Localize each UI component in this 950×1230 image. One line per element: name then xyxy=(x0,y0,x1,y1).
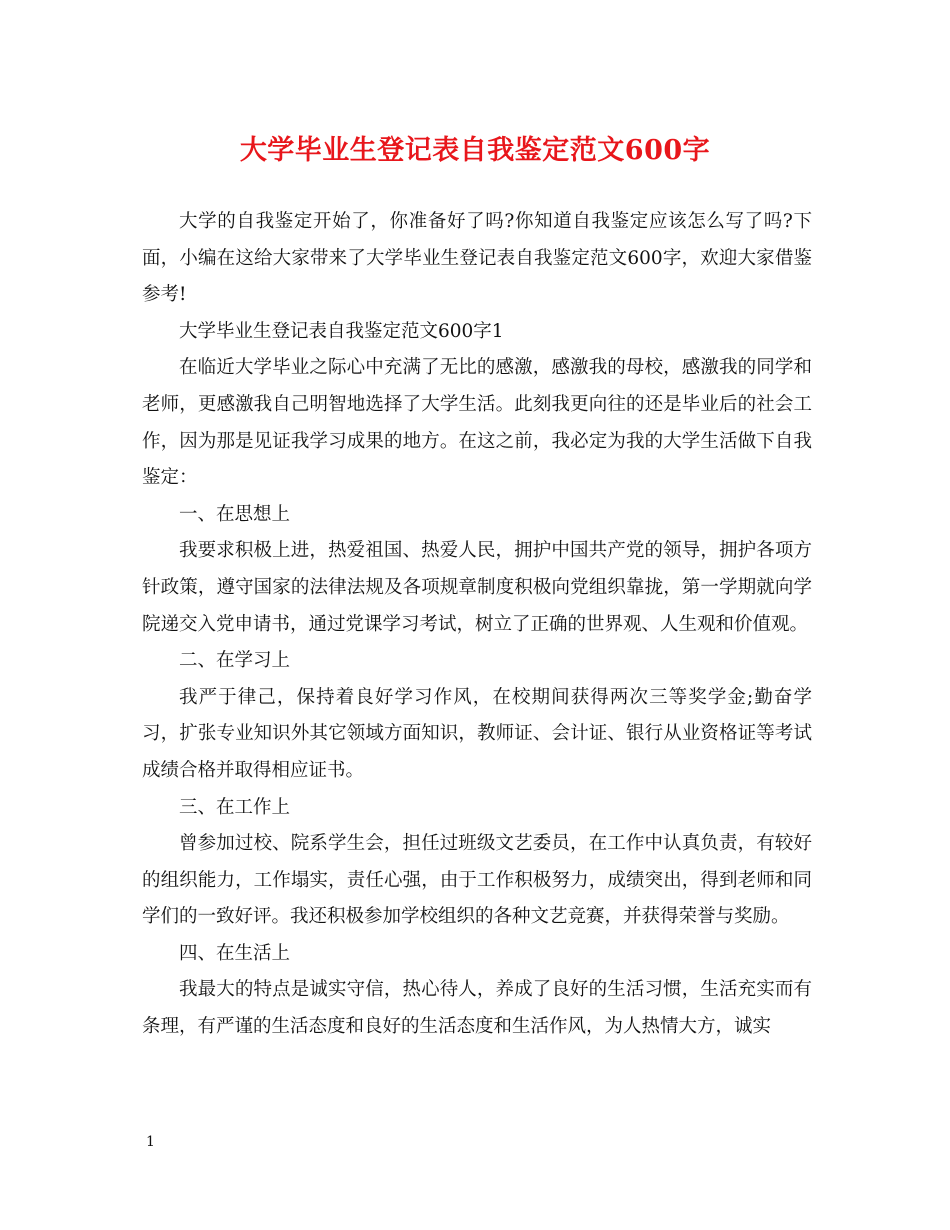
page-number: 1 xyxy=(146,1134,155,1150)
body-paragraph: 曾参加过校、院系学生会，担任过班级文艺委员，在工作中认真负责，有较好的组织能力，工作塌实，责任心强，由于工作积极努力，成绩突出，得到老师和同学们的一致好评。我还积极参加学校组织的各种文艺竞赛，并获得荣誉与奖励。 xyxy=(142,833,812,928)
intro-paragraph: 大学的自我鉴定开始了，你准备好了吗?你知道自我鉴定应该怎么写了吗?下面，小编在这给大家带来了大学毕业生登记表自我鉴定范文600字，欢迎大家借鉴参考! xyxy=(142,211,812,306)
section-heading-sample-1: 大学毕业生登记表自我鉴定范文600字1 xyxy=(179,320,504,342)
body-paragraph: 我最大的特点是诚实守信，热心待人，养成了良好的生活习惯，生活充实而有条理，有严谨的生活态度和良好的生活态度和生活作风，为人热情大方，诚实 xyxy=(142,979,812,1038)
section-heading-thought: 一、在思想上 xyxy=(179,503,291,525)
body-paragraph: 我严于律己，保持着良好学习作风，在校期间获得两次三等奖学金;勤奋学习，扩张专业知识外其它领域方面知识，教师证、会计证、银行从业资格证等考试成绩合格并取得相应证书。 xyxy=(142,686,812,781)
section-heading-life: 四、在生活上 xyxy=(179,942,291,964)
document-title: 大学毕业生登记表自我鉴定范文600字 xyxy=(239,135,711,166)
section-heading-work: 三、在工作上 xyxy=(179,796,291,818)
body-paragraph: 在临近大学毕业之际心中充满了无比的感激，感激我的母校，感激我的同学和老师，更感激我自己明智地选择了大学生活。此刻我更向往的还是毕业后的社会工作，因为那是见证我学习成果的地方。在这之前，我必定为我的大学生活做下自我鉴定： xyxy=(142,357,812,489)
document-body xyxy=(142,204,812,1046)
body-paragraph: 我要求积极上进，热爱祖国、热爱人民，拥护中国共产党的领导，拥护各项方针政策，遵守国家的法律法规及各项规章制度积极向党组织靠拢，第一学期就向学院递交入党申请书，通过党课学习考试，树立了正确的世界观、人生观和价值观。 xyxy=(142,540,812,635)
section-heading-study: 二、在学习上 xyxy=(179,650,291,672)
